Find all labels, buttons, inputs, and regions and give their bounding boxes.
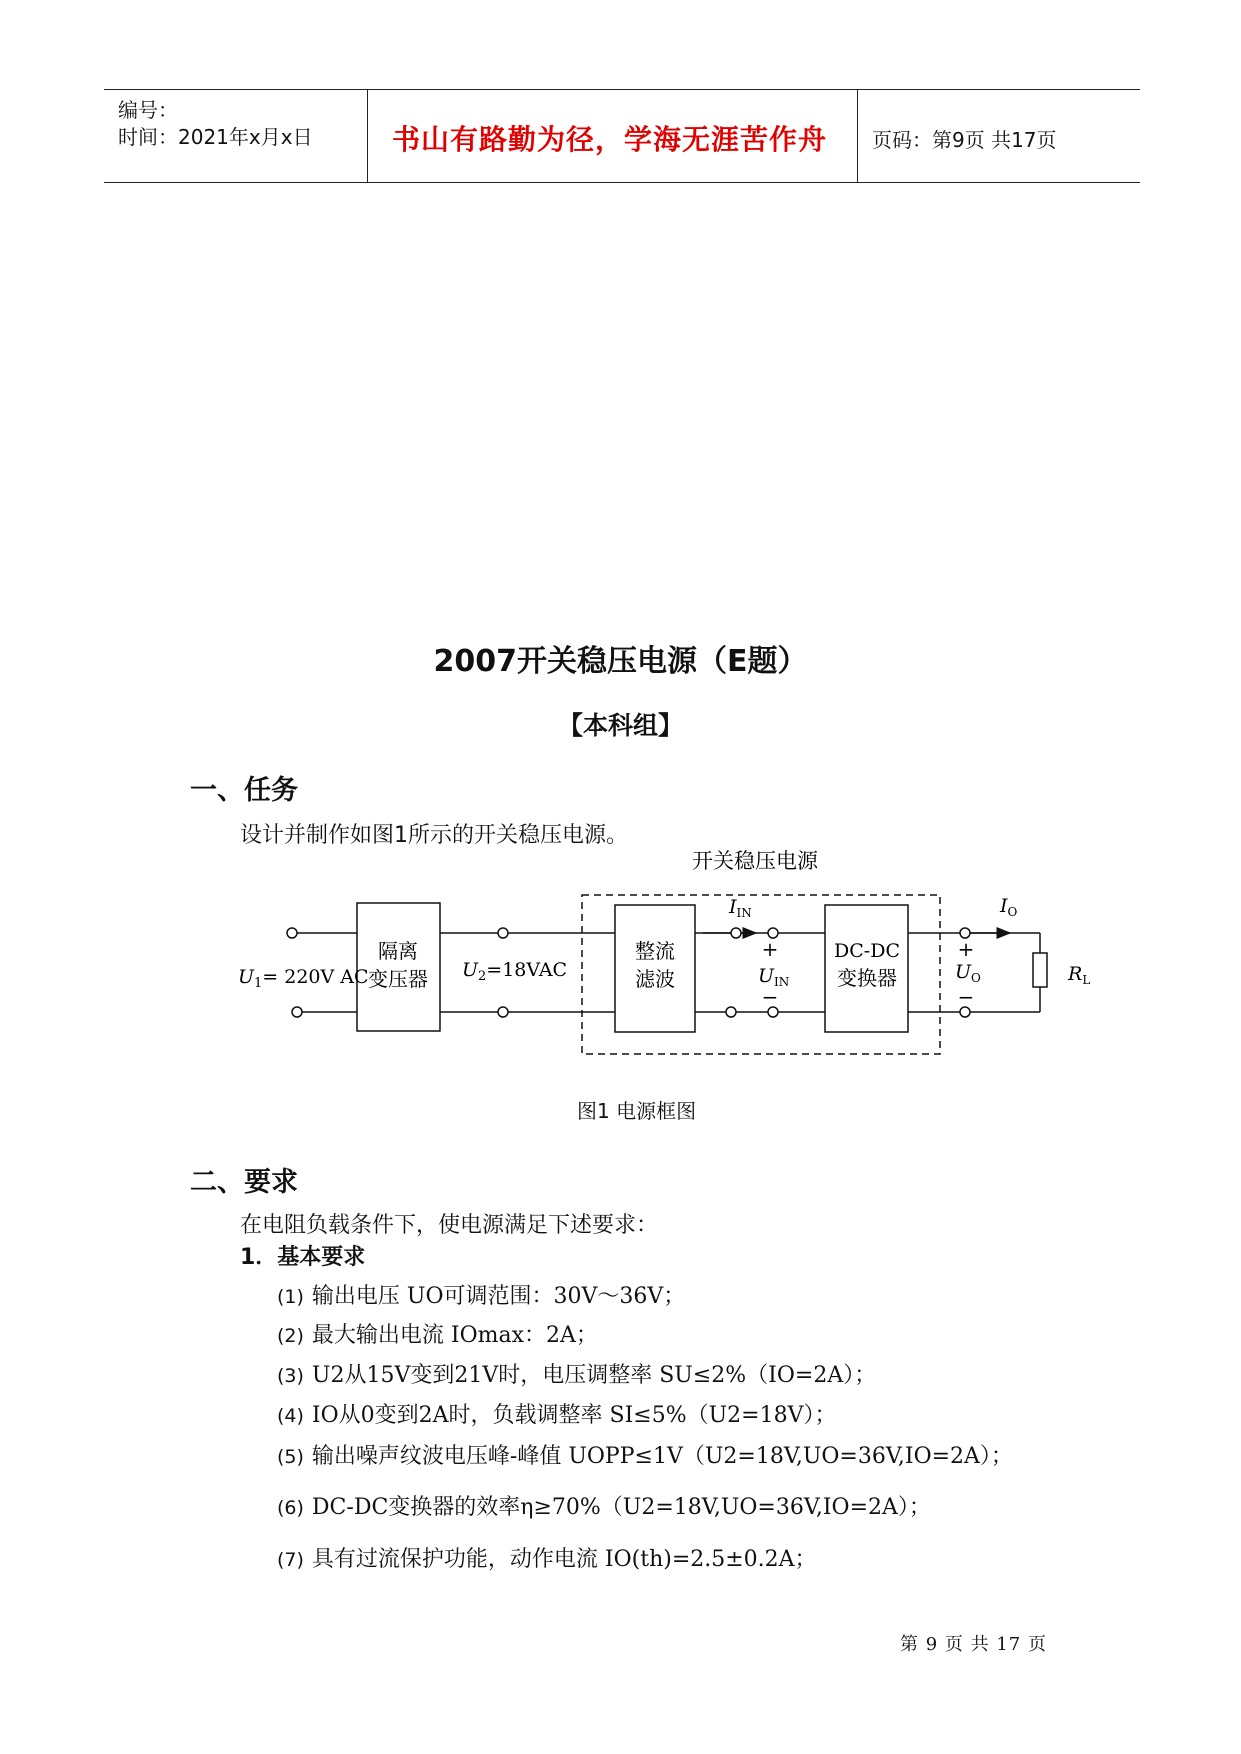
uin-minus: − [761, 985, 779, 1009]
uo-minus: − [957, 985, 975, 1009]
u2-label: $U_2=18VAC$ [462, 959, 568, 984]
rl-label: $R_L$ [1068, 963, 1091, 987]
section-task-heading: 一、任务 [190, 775, 298, 806]
time-label: 时间：2021年x月x日 [118, 125, 313, 149]
diagram-top-label: 开关稳压电源 [692, 849, 818, 873]
requirement-item: (4) IO从0变到2A时，负载调整率 SI≤5%（U2=18V）； [277, 1403, 837, 1428]
load-resistor [1033, 953, 1047, 987]
uo-plus: + [957, 937, 975, 961]
input-terminal-bottom [292, 1007, 302, 1017]
svg-text:变换器: 变换器 [837, 966, 897, 990]
section-requirements-heading: 二、要求 [190, 1167, 298, 1198]
header-divider-left [367, 90, 368, 182]
uo-label: $U_O$ [955, 961, 981, 985]
page-footer: 第 9 页 共 17 页 [900, 1634, 1047, 1655]
document-subtitle: 【本科组】 [557, 711, 683, 740]
serial-label: 编号： [118, 98, 178, 122]
u1-label: $U_1= 220V$ AC [238, 966, 369, 991]
requirement-item: (7) 具有过流保护功能，动作电流 IO(th)=2.5±0.2A； [277, 1547, 817, 1572]
header-motto: 书山有路勤为径，学海无涯苦作舟 [392, 123, 828, 156]
document-title: 2007开关稳压电源（E题） [433, 644, 808, 679]
uin-terminal-a-top [731, 928, 741, 938]
uin-terminal-a-bottom [726, 1007, 736, 1017]
header-top-rule [104, 89, 1140, 90]
requirement-item: (5) 输出噪声纹波电压峰-峰值 UOPP≤1V（U2=18V,UO=36V,IO=2A）； [277, 1444, 1013, 1469]
svg-text:滤波: 滤波 [635, 967, 675, 991]
header-bottom-rule [104, 182, 1140, 183]
io-label: $I_O$ [1000, 895, 1018, 919]
uin-label: $U_{IN}$ [758, 965, 790, 989]
figure-caption: 图1 电源框图 [577, 1099, 697, 1123]
svg-text:DC-DC: DC-DC [834, 940, 900, 962]
u2-terminal-bottom [498, 1007, 508, 1017]
iin-label: $I_{IN}$ [729, 896, 752, 920]
svg-text:变压器: 变压器 [368, 967, 428, 991]
requirement-item: (3) U2从15V变到21V时，电压调整率 SU≤2%（IO=2A）； [277, 1363, 877, 1388]
header-divider-right [857, 90, 858, 182]
requirement-item: (6) DC-DC变换器的效率η≥70%（U2=18V,UO=36V,IO=2A）； [277, 1495, 931, 1520]
uin-plus: + [761, 937, 779, 961]
section-task-text: 设计并制作如图1所示的开关稳压电源。 [240, 823, 628, 848]
basic-requirements-heading: 1．基本要求 [240, 1245, 366, 1270]
power-supply-block-diagram [0, 840, 1241, 1130]
svg-text:隔离: 隔离 [378, 939, 418, 963]
requirements-intro: 在电阻负载条件下，使电源满足下述要求： [240, 1213, 659, 1238]
u2-terminal-top [498, 928, 508, 938]
requirement-item: (1) 输出电压 UO可调范围：30V～36V； [277, 1284, 686, 1309]
page-label: 页码：第9页 共17页 [872, 128, 1057, 152]
input-terminal-top [287, 928, 297, 938]
requirement-item: (2) 最大输出电流 IOmax：2A； [277, 1323, 598, 1348]
svg-text:整流: 整流 [635, 939, 675, 963]
